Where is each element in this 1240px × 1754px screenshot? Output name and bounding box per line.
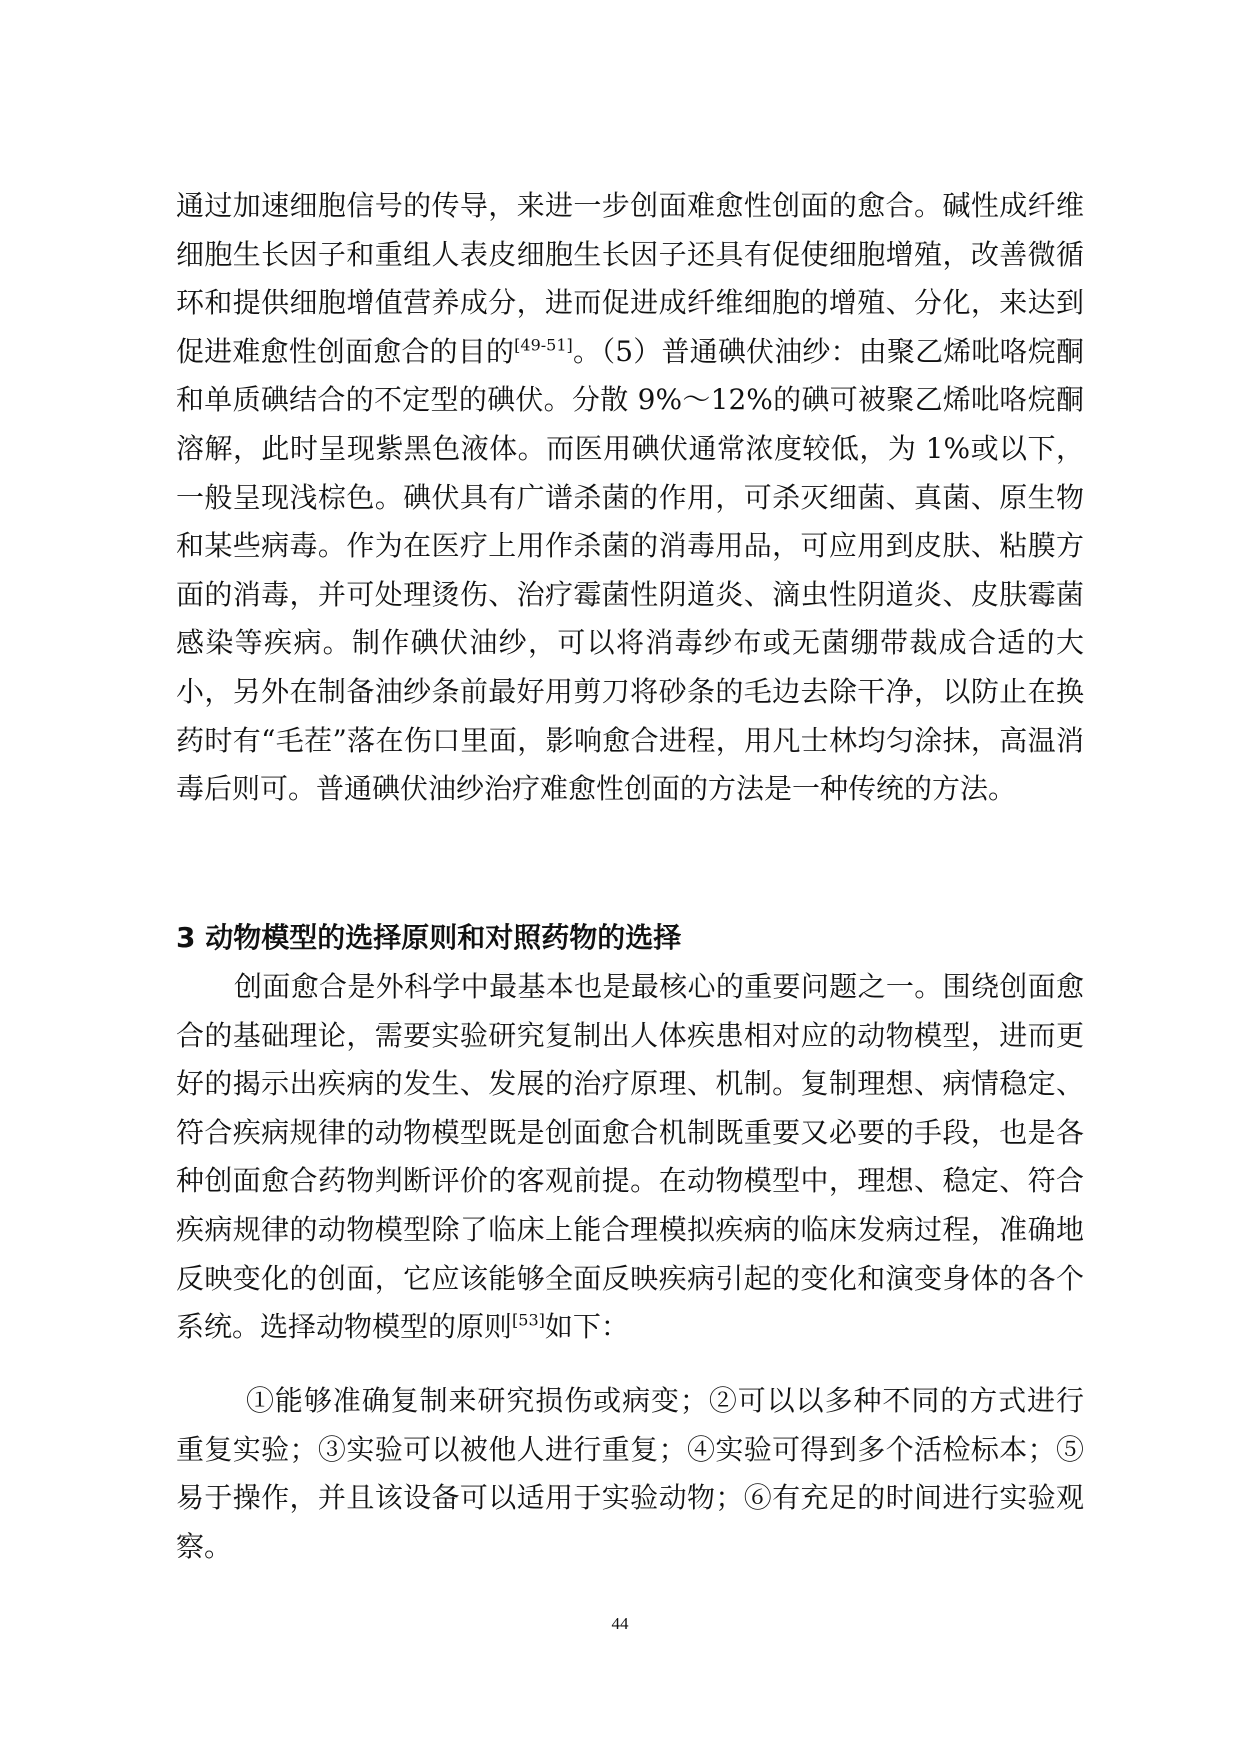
body-paragraph bbox=[176, 963, 1084, 1352]
paragraph-text: 如下： bbox=[544, 1310, 629, 1344]
page-number: 44 bbox=[611, 1614, 629, 1633]
citation-superscript: [53] bbox=[512, 1310, 545, 1330]
paragraph-text: 。（5）普通碘伏油纱：由聚乙烯吡咯烷酮和单质碘结合的不定型的碘伏。分散 9%～12%的碘可被聚乙烯吡咯烷酮溶解，此时呈现紫黑色液体。而医用碘伏通常浓度较低，为 1%或以下，一般呈现浅棕色。碘伏具有广谱杀菌的作用，可杀灭细菌、真菌、原生物和某些病毒。作为在医疗上用作杀菌的消毒用品，可应用到皮肤、粘膜方面的消毒，并可处理烫伤、治疗霉菌性阴道炎、滴虫性阴道炎、皮肤霉菌感染等疾病。制作碘伏油纱，可以将消毒纱布或无菌绷带裁成合适的大小，另外在制备油纱条前最好用剪刀将砂条的毛边去除干净，以防止在换药时有“毛茬”落在伤口里面，影响愈合进程，用凡士林均匀涂抹，高温消毒后则可。普通碘伏油纱治疗难愈性创面的方法是一种传统的方法。 bbox=[176, 334, 1084, 806]
section-heading: 3 动物模型的选择原则和对照药物的选择 bbox=[176, 921, 682, 954]
principles-list-paragraph: ①能够准确复制来研究损伤或病变；②可以以多种不同的方式进行重复实验；③实验可以被他人进行重复；④实验可得到多个活检标本；⑤易于操作，并且该设备可以适用于实验动物；⑥有充足的时间进行实验观察。 bbox=[176, 1384, 1084, 1563]
citation-superscript: [49-51] bbox=[514, 335, 573, 355]
body-paragraph bbox=[176, 182, 1084, 814]
paragraph-text: 创面愈合是外科学中最基本也是最核心的重要问题之一。围绕创面愈合的基础理论，需要实验研究复制出人体疾患相对应的动物模型，进而更好的揭示出疾病的发生、发展的治疗原理、机制。复制理想、病情稳定、符合疾病规律的动物模型既是创面愈合机制既重要又必要的手段，也是各种创面愈合药物判断评价的客观前提。在动物模型中，理想、稳定、符合疾病规律的动物模型除了临床上能合理模拟疾病的临床发病过程，准确地反映变化的创面，它应该能够全面反映疾病引起的变化和演变身体的各个系统。选择动物模型的原则 bbox=[176, 970, 1084, 1344]
paragraph-text: 通过加速细胞信号的传导，来进一步创面难愈性创面的愈合。碱性成纤维细胞生长因子和重组人表皮细胞生长因子还具有促使细胞增殖，改善微循环和提供细胞增值营养成分，进而促进成纤维细胞的增殖、分化，来达到促进难愈性创面愈合的目的 bbox=[176, 189, 1084, 368]
